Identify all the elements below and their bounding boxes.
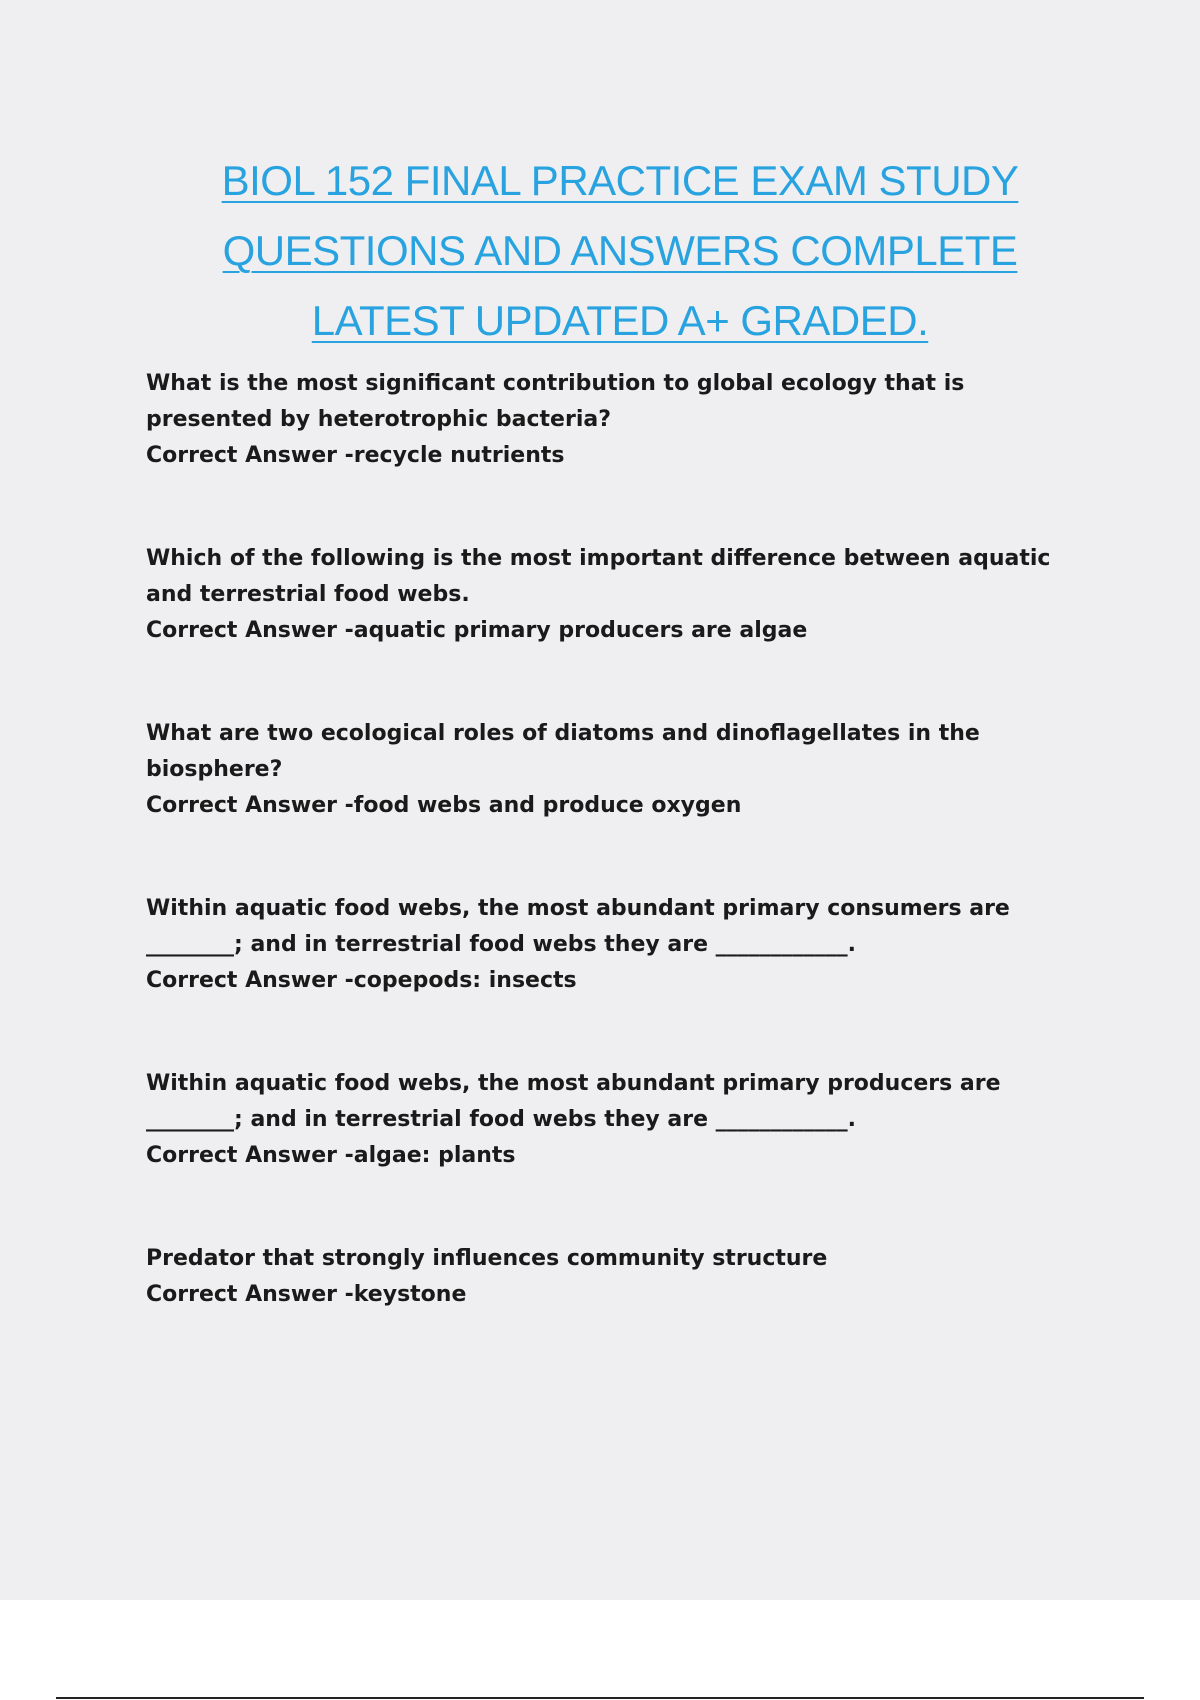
question-line: Within aquatic food webs, the most abundant primary consumers are — [146, 896, 1010, 921]
correct-answer: Correct Answer -food webs and produce oxygen — [146, 793, 742, 818]
qa-item — [146, 716, 1086, 891]
title-line-2: QUESTIONS AND ANSWERS COMPLETE — [222, 227, 1018, 274]
question-line: What are two ecological roles of diatoms and dinoflagellates in the — [146, 721, 980, 746]
question-line: Within aquatic food webs, the most abundant primary producers are — [146, 1071, 1001, 1096]
correct-answer: Correct Answer -copepods: insects — [146, 968, 577, 993]
qa-list — [146, 366, 1086, 1416]
question-line: and terrestrial food webs. — [146, 582, 470, 607]
question-line: biosphere? — [146, 757, 283, 782]
qa-item — [146, 541, 1086, 716]
correct-answer: Correct Answer -aquatic primary producers are algae — [146, 618, 808, 643]
correct-answer: Correct Answer -recycle nutrients — [146, 443, 565, 468]
title-line-1: BIOL 152 FINAL PRACTICE EXAM STUDY — [221, 157, 1019, 204]
qa-item — [146, 1066, 1086, 1241]
question-line: presented by heterotrophic bacteria? — [146, 407, 611, 432]
question-line: ________; and in terrestrial food webs they are ____________. — [146, 1107, 857, 1132]
correct-answer: Correct Answer -algae: plants — [146, 1143, 516, 1168]
qa-item — [146, 1241, 1086, 1416]
bottom-divider — [56, 1697, 1144, 1699]
question-line: Predator that strongly influences community structure — [146, 1246, 828, 1271]
document-title — [120, 146, 1120, 356]
question-line: ________; and in terrestrial food webs they are ____________. — [146, 932, 857, 957]
question-line: Which of the following is the most important difference between aquatic — [146, 546, 1051, 571]
qa-item — [146, 891, 1086, 1066]
question-line: What is the most significant contribution to global ecology that is — [146, 371, 965, 396]
correct-answer: Correct Answer -keystone — [146, 1282, 467, 1307]
title-line-3: LATEST UPDATED A+ GRADED. — [311, 297, 929, 344]
qa-item — [146, 366, 1086, 541]
